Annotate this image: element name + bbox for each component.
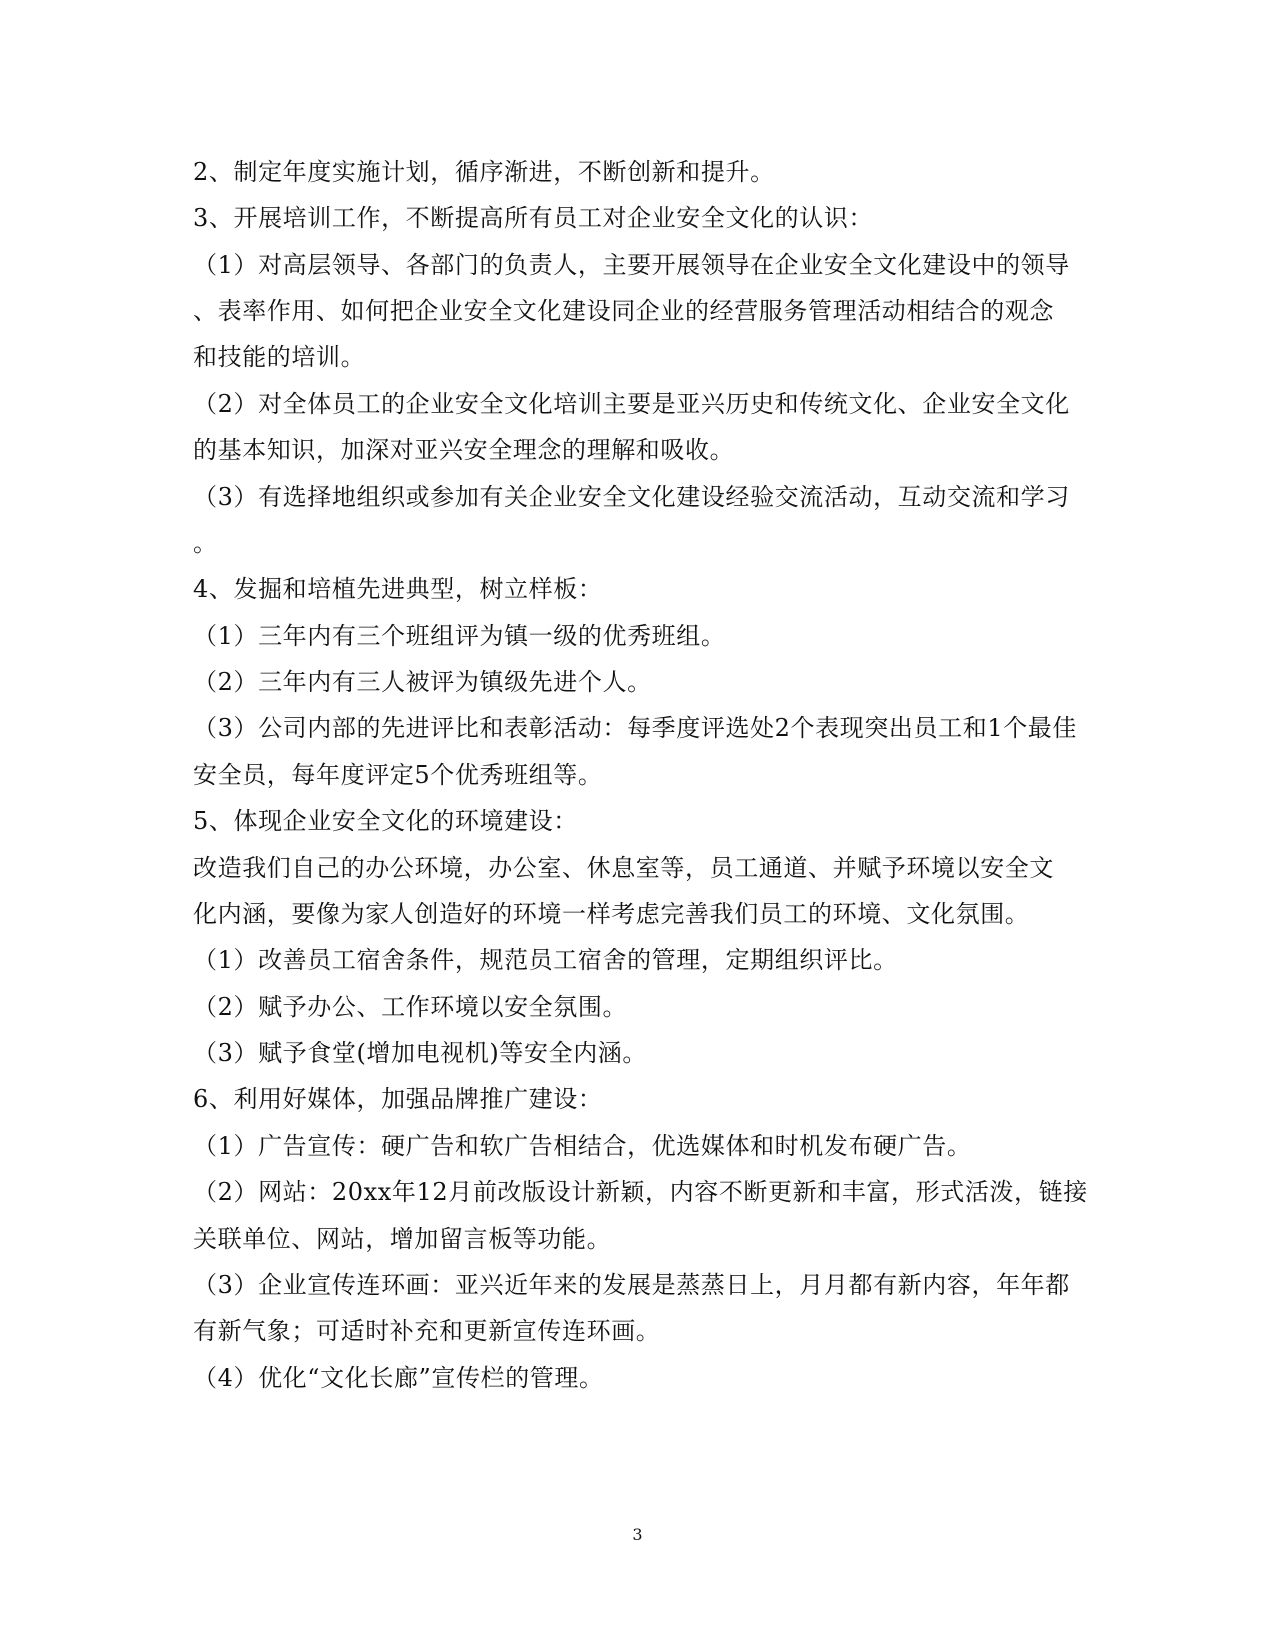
text-line: （2）赋予办公、工作环境以安全氛围。 (193, 993, 628, 1021)
text-line: （3）有选择地组织或参加有关企业安全文化建设经验交流活动，互动交流和学习 (193, 483, 1070, 511)
text-line: （3）企业宣传连环画：亚兴近年来的发展是蒸蒸日上，月月都有新内容，年年都 (193, 1271, 1070, 1299)
text-line: （1）三年内有三个班组评为镇一级的优秀班组。 (193, 622, 726, 650)
text-line: 5、体现企业安全文化的环境建设： (193, 807, 578, 835)
text-line: （2）三年内有三人被评为镇级先进个人。 (193, 668, 652, 696)
text-line: （1）广告宣传：硬广告和软广告相结合，优选媒体和时机发布硬广告。 (193, 1132, 972, 1160)
text-line: （3）公司内部的先进评比和表彰活动：每季度评选处2个表现突出员工和1个最佳 (193, 714, 1078, 742)
text-line: 和技能的培训。 (193, 343, 366, 371)
text-line: 有新气象；可适时补充和更新宣传连环画。 (193, 1317, 661, 1345)
text-line: （2）网站：20xx年12月前改版设计新颖，内容不断更新和丰富，形式活泼，链接 (193, 1178, 1088, 1206)
text-line: （3）赋予食堂(增加电视机)等安全内涵。 (193, 1039, 647, 1067)
text-line: 6、利用好媒体，加强品牌推广建设： (193, 1085, 603, 1113)
text-line: （2）对全体员工的企业安全文化培训主要是亚兴历史和传统文化、企业安全文化 (193, 390, 1070, 418)
text-line: 4、发掘和培植先进典型，树立样板： (193, 575, 603, 603)
text-line: 的基本知识，加深对亚兴安全理念的理解和吸收。 (193, 436, 735, 464)
text-line: 2、制定年度实施计划，循序渐进，不断创新和提升。 (193, 158, 775, 186)
text-line: 3、开展培训工作，不断提高所有员工对企业安全文化的认识： (193, 204, 874, 232)
text-line: 改造我们自己的办公环境，办公室、休息室等，员工通道、并赋予环境以安全文 (193, 854, 1054, 882)
text-line: 、表率作用、如何把企业安全文化建设同企业的经营服务管理活动相结合的观念 (193, 297, 1054, 325)
text-line: 安全员，每年度评定5个优秀班组等。 (193, 761, 603, 789)
text-line: （1）改善员工宿舍条件，规范员工宿舍的管理，定期组织评比。 (193, 946, 898, 974)
text-line: 化内涵，要像为家人创造好的环境一样考虑完善我们员工的环境、文化氛围。 (193, 900, 1030, 928)
text-line: 关联单位、网站，增加留言板等功能。 (193, 1225, 612, 1253)
page-number: 3 (632, 1525, 643, 1544)
text-line: （1）对高层领导、各部门的负责人，主要开展领导在企业安全文化建设中的领导 (193, 251, 1070, 279)
text-line: 。 (193, 529, 218, 557)
text-line: （4）优化“文化长廊”宣传栏的管理。 (193, 1364, 604, 1392)
